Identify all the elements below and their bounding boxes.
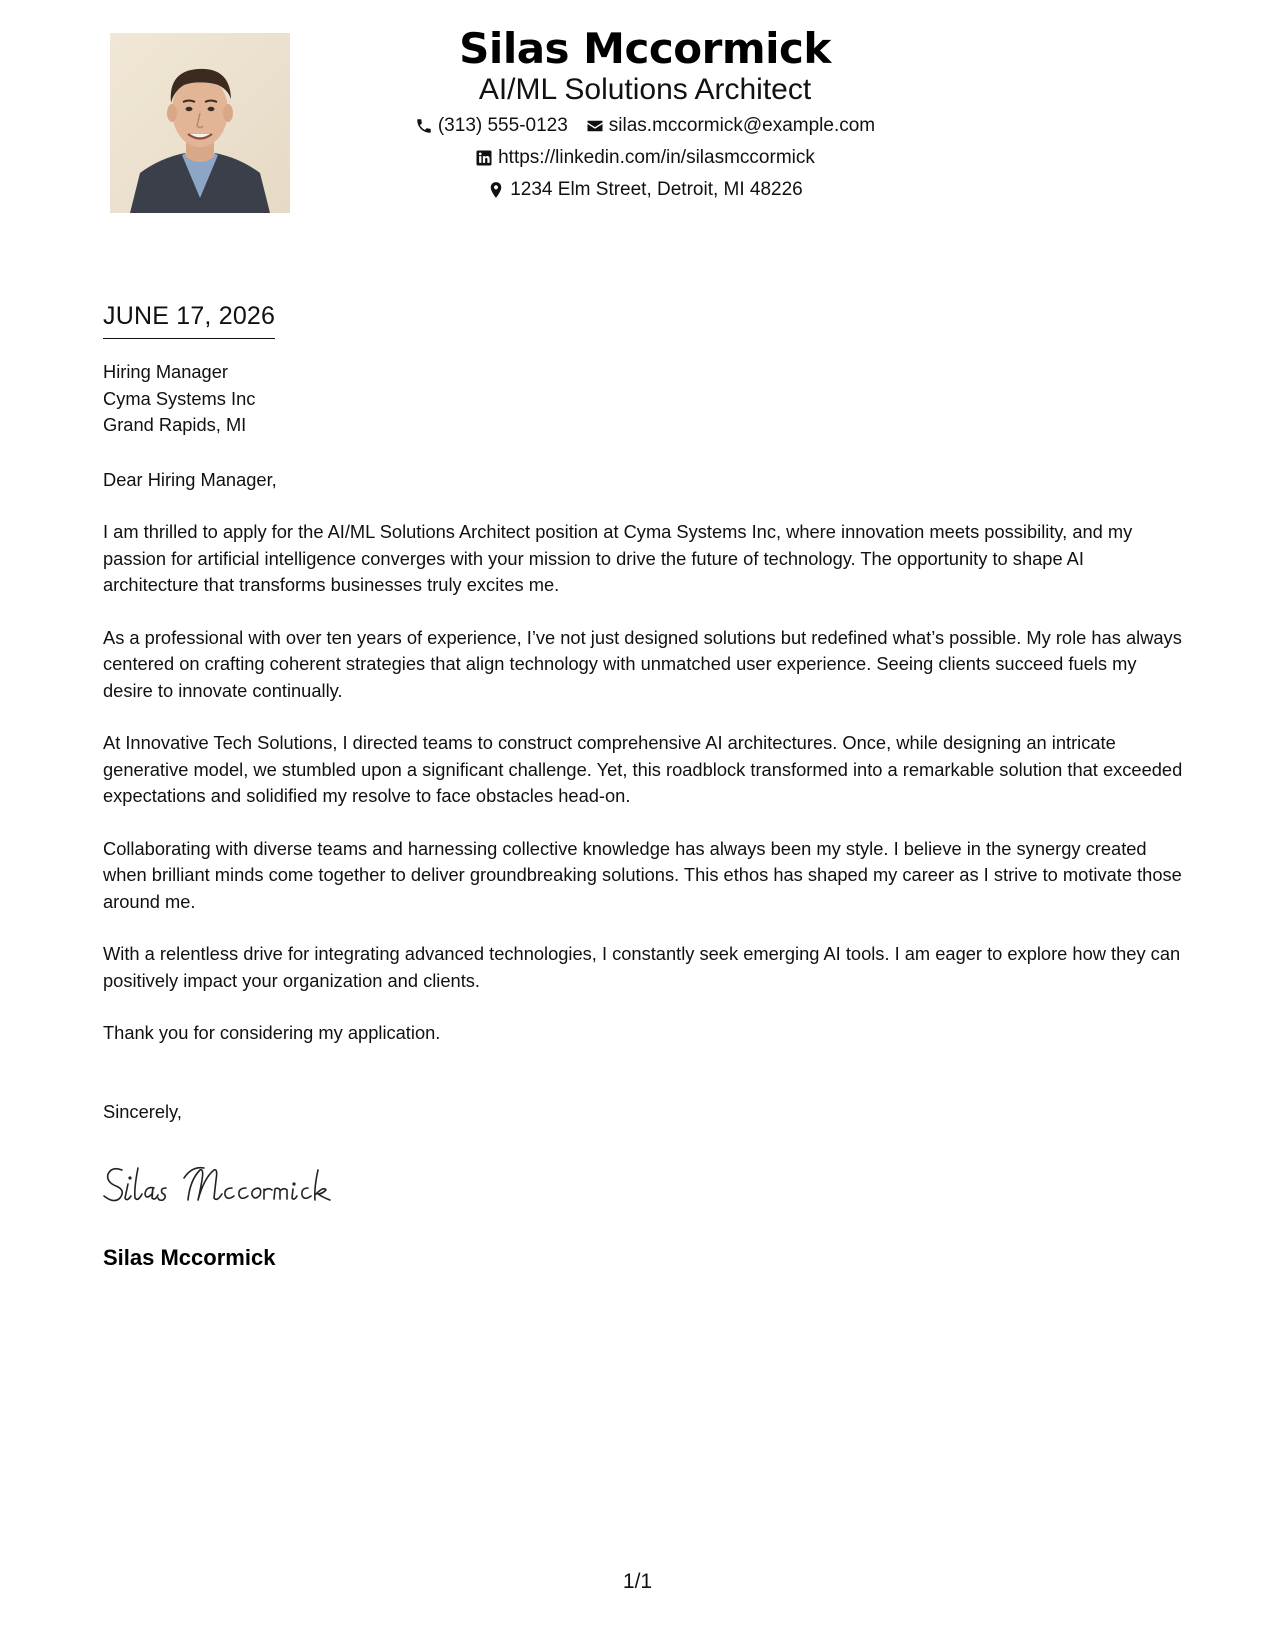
applicant-role: AI/ML Solutions Architect xyxy=(478,73,812,106)
paragraph-2: As a professional with over ten years of experience, I’ve not just designed solutions but redefined what’s possible. My role has always centered on crafting coherent strategies that align technology with unmatched user experience. Seeing clients succeed fuels my desire to innovate continually. xyxy=(103,626,1182,701)
paragraph-5: With a relentless drive for integrating advanced technologies, I constantly seek emerging AI tools. I am eager to explore how they can positively impact your organization and clients. xyxy=(103,943,1181,991)
email-contact[interactable] xyxy=(586,114,875,138)
letter-body xyxy=(103,359,1183,1125)
recipient-title: Hiring Manager xyxy=(103,361,228,382)
address-contact xyxy=(487,178,803,202)
recipient-block xyxy=(103,359,1183,439)
closing-line: Sincerely, xyxy=(103,1100,182,1122)
recipient-company: Cyma Systems Inc xyxy=(103,387,256,409)
contact-line-address xyxy=(340,178,950,202)
phone-icon xyxy=(415,117,433,135)
thank-you-line: Thank you for considering my application. xyxy=(103,1022,441,1043)
address-text: 1234 Elm Street, Detroit, MI 48226 xyxy=(510,179,803,200)
recipient-location: Grand Rapids, MI xyxy=(103,414,247,435)
greeting: Dear Hiring Manager, xyxy=(103,468,277,490)
paragraph-3: At Innovative Tech Solutions, I directed teams to construct comprehensive AI architectures. Once, while designing an intricate generative model, we stumbled upon a significant challenge. Yet, this roadblock transformed into a remarkable solution that exceeded expectations and solidified my resolve to face obstacles head-on. xyxy=(103,732,1183,806)
profile-photo xyxy=(110,33,290,213)
email-text: silas.mccormick@example.com xyxy=(608,115,876,136)
linkedin-text: https://linkedin.com/in/silasmccormick xyxy=(498,147,815,168)
contact-line-linkedin xyxy=(340,146,950,170)
page-number: 1/1 xyxy=(622,1570,653,1593)
contact-line-phone-email xyxy=(340,114,950,138)
paragraph-1: I am thrilled to apply for the AI/ML Solutions Architect position at Cyma Systems Inc, where innovation meets possibility, and my passion for artificial intelligence converges with your mission to drive the future of technology. The opportunity to shape AI architecture that transforms businesses truly excites me. xyxy=(103,521,1133,595)
signed-name: Silas Mccormick xyxy=(103,1245,276,1270)
letter-header xyxy=(340,22,950,202)
paragraph-4: Collaborating with diverse teams and harnessing collective knowledge has always been my style. I believe in the synergy created when brilliant minds come together to deliver groundbreaking solutions. This ethos has shaped my career as I strive to motivate those around me. xyxy=(103,837,1182,912)
letter-date: JUNE 17, 2026 xyxy=(103,300,275,339)
applicant-name: Silas Mccormick xyxy=(459,24,831,73)
linkedin-contact[interactable] xyxy=(475,146,815,170)
phone-text: (313) 555-0123 xyxy=(437,115,568,136)
phone-contact[interactable] xyxy=(415,114,568,138)
letter-date-block xyxy=(103,300,275,339)
linkedin-icon xyxy=(475,149,493,167)
map-pin-icon xyxy=(487,181,505,199)
handwritten-signature xyxy=(100,1160,370,1210)
envelope-icon xyxy=(586,117,604,135)
